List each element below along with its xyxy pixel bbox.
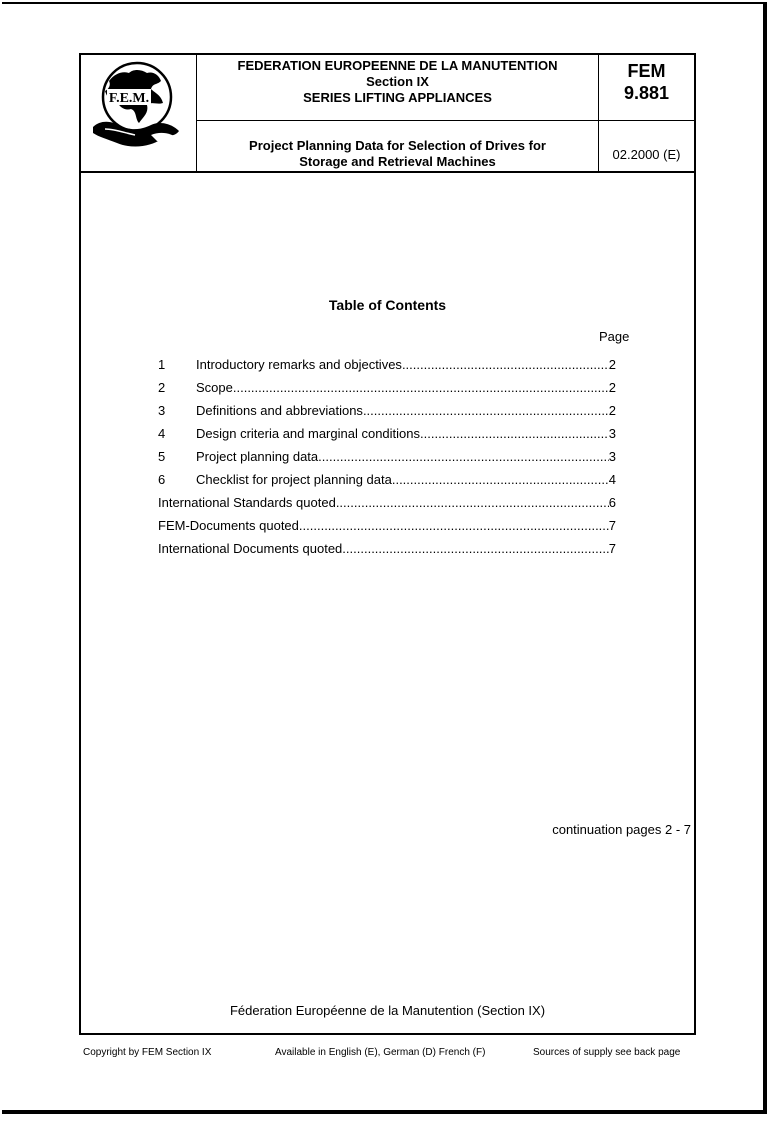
toc-entry-page: 7 [608, 541, 616, 556]
toc-entry[interactable] [158, 425, 616, 443]
toc-entry-number: 3 [158, 403, 166, 418]
toc-entry[interactable] [158, 379, 616, 397]
fem-number-cell [599, 55, 694, 121]
toc-entry-title: International Documents quoted [158, 541, 343, 556]
toc-page-column-label: Page [599, 329, 630, 344]
toc-leader-dots [342, 540, 608, 558]
document-header [81, 55, 694, 173]
toc-entry-number: 5 [158, 449, 166, 464]
section-label: Section IX [366, 74, 429, 89]
toc-entry[interactable] [158, 402, 616, 420]
subtitle-cell [197, 121, 599, 171]
toc-entry-title: Introductory remarks and objectives [196, 357, 402, 372]
globe-hands-logo-icon [91, 59, 187, 155]
toc-entry[interactable] [158, 540, 616, 558]
organization-title: FEDERATION EUROPEENNE DE LA MANUTENTION [237, 58, 558, 73]
toc-entry-title: Definitions and abbreviations [196, 403, 363, 418]
toc-entry-page: 7 [608, 518, 616, 533]
series-label: SERIES LIFTING APPLIANCES [303, 90, 492, 105]
toc-entry-page: 3 [608, 426, 616, 441]
footer-organization: Féderation Européenne de la Manutention (Section IX) [229, 1003, 546, 1018]
toc-entry-number: 2 [158, 380, 166, 395]
document-frame [79, 53, 696, 1035]
toc-heading: Table of Contents [328, 297, 447, 313]
title-cell [197, 55, 599, 121]
toc-entry-page: 2 [608, 357, 616, 372]
toc-entry-number: 6 [158, 472, 166, 487]
toc-entry-title: FEM-Documents quoted [158, 518, 299, 533]
toc-entry-page: 3 [608, 449, 616, 464]
toc-entry-title: Checklist for project planning data [196, 472, 392, 487]
toc-entry-title: Design criteria and marginal conditions [196, 426, 421, 441]
toc-entry-title: Scope [196, 380, 233, 395]
toc-entry[interactable] [158, 448, 616, 466]
edition-date: 02.2000 (E) [612, 147, 681, 162]
toc-leader-dots [233, 379, 609, 397]
fem-logo [81, 55, 197, 171]
subtitle-line-1: Project Planning Data for Selection of Drives for [249, 138, 546, 153]
toc-entry-page: 4 [608, 472, 616, 487]
toc-entry-page: 6 [608, 495, 616, 510]
toc-entry[interactable] [158, 471, 616, 489]
toc-entry[interactable] [158, 356, 616, 374]
continuation-note: continuation pages 2 - 7 [552, 822, 691, 837]
toc-leader-dots [318, 448, 609, 466]
toc-leader-dots [392, 471, 609, 489]
toc-leader-dots [402, 356, 609, 374]
supply-note: Sources of supply see back page [533, 1047, 681, 1058]
toc-entry-title: International Standards quoted [158, 495, 336, 510]
toc-leader-dots [299, 517, 609, 535]
toc-entry[interactable] [158, 494, 616, 512]
fem-label: FEM [627, 61, 666, 81]
toc-leader-dots [336, 494, 609, 512]
toc-leader-dots [363, 402, 609, 420]
document-number: 9.881 [623, 83, 670, 103]
toc-entry-title: Project planning data [196, 449, 319, 464]
subtitle-line-2: Storage and Retrieval Machines [299, 154, 496, 169]
toc-entry-number: 4 [158, 426, 166, 441]
toc-leader-dots [420, 425, 609, 443]
svg-text:F.E.M.: F.E.M. [108, 91, 150, 106]
toc-entry-number: 1 [158, 357, 166, 372]
copyright-note: Copyright by FEM Section IX [83, 1047, 212, 1058]
availability-note: Available in English (E), German (D) French (F) [275, 1047, 486, 1058]
toc-entry-page: 2 [608, 403, 616, 418]
toc-entry[interactable] [158, 517, 616, 535]
toc-entry-page: 2 [608, 380, 616, 395]
